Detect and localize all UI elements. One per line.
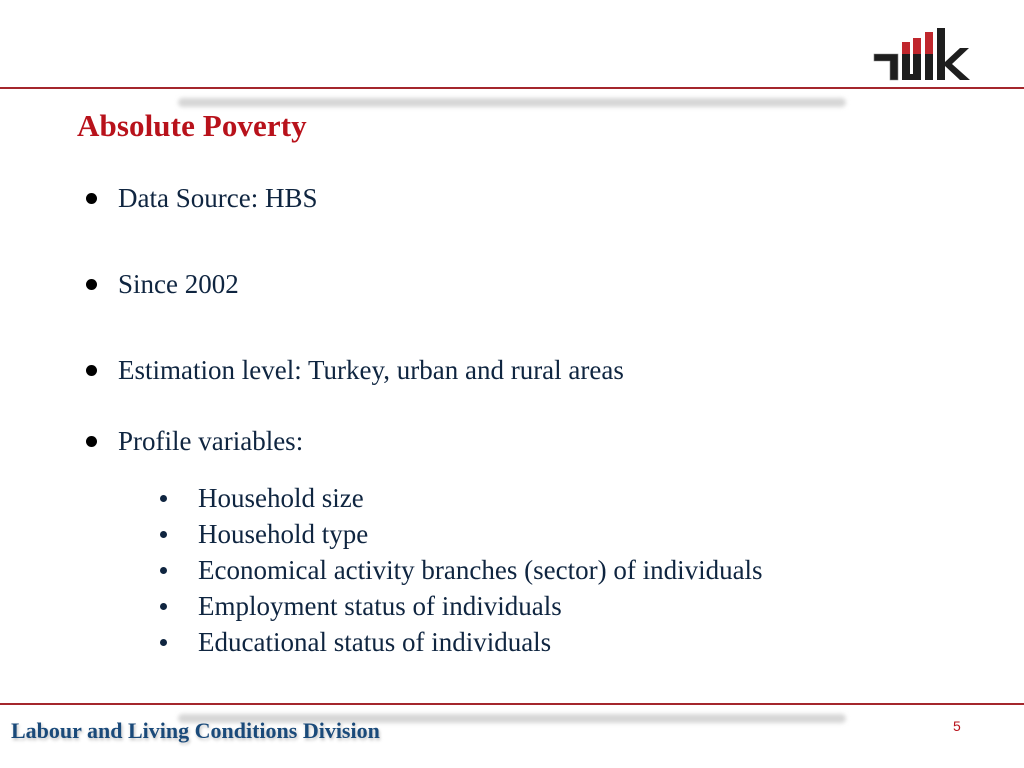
bullet-item xyxy=(86,269,239,300)
bullet-item xyxy=(86,355,624,386)
footer-divider xyxy=(0,703,1024,705)
header-divider xyxy=(0,87,1024,89)
tuik-logo-icon xyxy=(872,28,972,84)
slide-title: Absolute Poverty xyxy=(77,108,307,143)
bullet-dot-icon xyxy=(86,193,97,204)
sub-bullet-item xyxy=(160,555,763,586)
bullet-text: Data Source: HBS xyxy=(118,183,318,213)
sub-bullet-text: Employment status of individuals xyxy=(198,591,562,621)
sub-bullet-text: Household size xyxy=(198,483,364,513)
division-name: Labour and Living Conditions Division xyxy=(11,718,380,743)
sub-bullet-item xyxy=(160,591,562,622)
sub-bullet-dot-icon xyxy=(160,567,167,574)
sub-bullet-dot-icon xyxy=(160,531,167,538)
bullet-item xyxy=(86,183,317,214)
bullet-text: Profile variables: xyxy=(118,426,304,456)
sub-bullet-item xyxy=(160,627,551,658)
bullet-dot-icon xyxy=(86,365,97,376)
sub-bullet-text: Household type xyxy=(198,519,369,549)
bullet-text: Estimation level: Turkey, urban and rural areas xyxy=(118,355,624,385)
bullet-text: Since 2002 xyxy=(118,269,239,299)
bullet-dot-icon xyxy=(86,436,97,447)
bullet-item xyxy=(86,426,303,457)
sub-bullet-text: Educational status of individuals xyxy=(198,627,552,657)
sub-bullet-text: Economical activity branches (sector) of individuals xyxy=(198,555,763,585)
sub-bullet-dot-icon xyxy=(160,639,167,646)
sub-bullet-item xyxy=(160,519,368,550)
bullet-dot-icon xyxy=(86,279,97,290)
sub-bullet-item xyxy=(160,483,364,514)
sub-bullet-dot-icon xyxy=(160,603,167,610)
sub-bullet-dot-icon xyxy=(160,495,167,502)
header-shadow-bar xyxy=(178,98,846,107)
page-number: 5 xyxy=(953,718,961,734)
